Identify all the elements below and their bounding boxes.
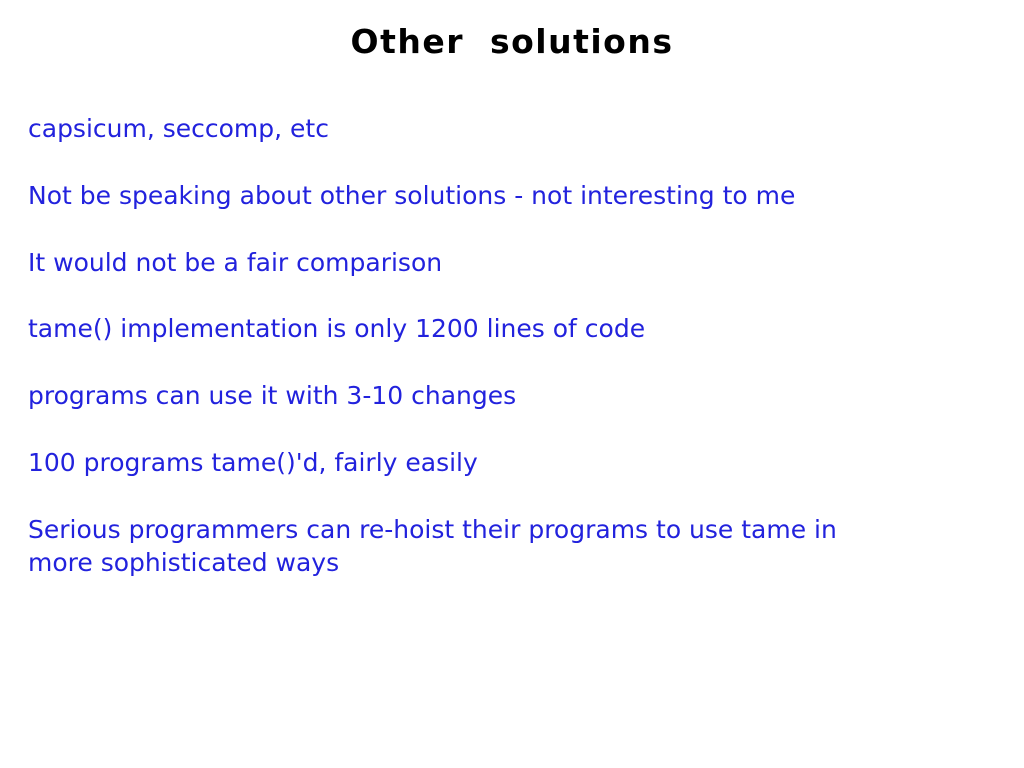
- list-item: Not be speaking about other solutions - not interesting to me: [28, 180, 796, 210]
- list-item: capsicum, seccomp, etc: [28, 114, 329, 143]
- list-item: Serious programmers can re-hoist their programs to use tame in more sophisticated ways: [28, 514, 837, 578]
- list-item: tame() implementation is only 1200 lines of code: [28, 314, 646, 344]
- list-item: It would not be a fair comparison: [28, 247, 443, 277]
- list-item: programs can use it with 3-10 changes: [28, 381, 517, 410]
- list-item: 100 programs tame()'d, fairly easily: [28, 447, 478, 477]
- bullet-list: [28, 112, 988, 580]
- page-title: Other solutions: [350, 22, 674, 61]
